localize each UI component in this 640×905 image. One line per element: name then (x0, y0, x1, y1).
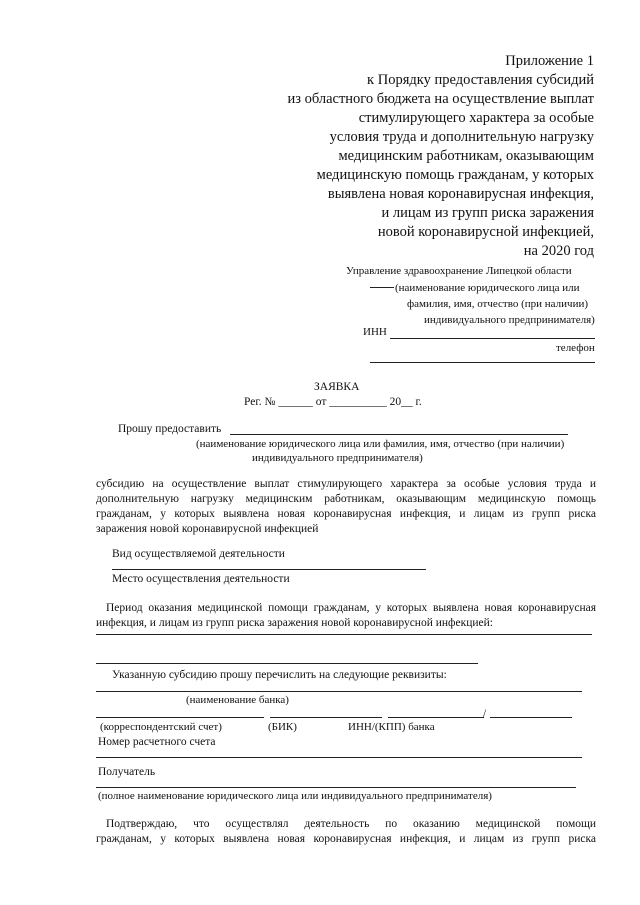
corr-account-field[interactable] (96, 717, 264, 718)
bank-name-field[interactable] (96, 691, 582, 692)
appendix-line-7: медицинскую помощь гражданам, у которых (316, 167, 594, 183)
name-caption-3: индивидуального предпринимателя) (424, 314, 595, 326)
appendix-line-5: условия труда и дополнительную нагрузку (329, 129, 594, 145)
subsidy-line-4: заражения новой коронавирусной инфекцией (96, 523, 319, 535)
request-field[interactable] (230, 434, 568, 435)
inn-kpp-slash: / (483, 708, 487, 720)
name-caption-2: фамилия, имя, отчество (при наличии) (407, 298, 589, 310)
appendix-line-1: Приложение 1 (505, 53, 594, 69)
name-blank-line[interactable] (370, 287, 394, 288)
request-caption-2: индивидуального предпринимателя) (252, 452, 423, 464)
inn-kpp-caption: ИНН/(КПП) банка (348, 721, 435, 733)
bank-caption: (наименование банка) (186, 694, 289, 706)
subsidy-line-3: гражданам, у которых выявлена новая коронавирусная инфекция, и лицам из групп риска (96, 508, 596, 520)
bank-inn-field[interactable] (388, 717, 484, 718)
appendix-line-11: на 2020 год (523, 243, 594, 259)
bank-kpp-field[interactable] (490, 717, 572, 718)
request-label: Прошу предоставить (118, 423, 222, 435)
recipient-caption: (полное наименование юридического лица или индивидуального предпринимателя) (98, 790, 492, 802)
account-field[interactable] (96, 757, 582, 758)
phone-field[interactable] (370, 362, 595, 363)
confirm-line-1: Подтверждаю, что осуществлял деятельность по оказанию медицинской помощи (106, 818, 596, 830)
request-caption-1: (наименование юридического лица или фамилия, имя, отчество (при наличии) (196, 438, 565, 450)
bik-caption: (БИК) (268, 721, 297, 733)
inn-label: ИНН (363, 326, 387, 338)
registration-line: Рег. № ______ от __________ 20__ г. (244, 396, 422, 408)
subsidy-line-1: субсидию на осуществление выплат стимулирующего характера за особые условия труда и (96, 478, 596, 490)
place-label: Место осуществления деятельности (112, 573, 290, 585)
period-field-1[interactable] (96, 634, 592, 635)
name-caption-1: (наименование юридического лица или (395, 282, 580, 294)
recipient-field[interactable] (96, 787, 576, 788)
appendix-line-4: стимулирующего характера за особые (358, 110, 594, 126)
appendix-line-10: новой коронавирусной инфекцией, (377, 224, 594, 240)
application-title: ЗАЯВКА (314, 381, 360, 393)
account-label: Номер расчетного счета (98, 736, 216, 748)
department-name: Управление здравоохранение Липецкой области (346, 265, 572, 277)
recipient-label: Получатель (98, 766, 156, 778)
period-line-2: инфекция, и лицам из групп риска заражения новой коронавирусной инфекцией: (96, 617, 493, 629)
appendix-line-6: медицинским работникам, оказывающим (338, 148, 594, 164)
transfer-label: Указанную субсидию прошу перечислить на следующие реквизиты: (112, 669, 447, 681)
period-line-1: Период оказания медицинской помощи гражданам, у которых выявлена новая коронавирусная (106, 602, 596, 614)
bik-field[interactable] (270, 717, 382, 718)
appendix-line-3: из областного бюджета на осуществление выплат (287, 91, 594, 107)
activity-label: Вид осуществляемой деятельности (112, 548, 285, 560)
appendix-line-8: выявлена новая коронавирусная инфекция, (327, 186, 594, 202)
confirm-line-2: гражданам, у которых выявлена новая коронавирусная инфекция, и лицам из групп риска (96, 833, 596, 845)
phone-label: телефон (556, 342, 595, 354)
appendix-line-9: и лицам из групп риска заражения (381, 205, 594, 221)
activity-field[interactable] (112, 569, 426, 570)
corr-caption: (корреспондентский счет) (100, 721, 222, 733)
subsidy-line-2: дополнительную нагрузку медицинским работникам, оказывающим медицинскую помощь (96, 493, 596, 505)
period-field-2[interactable] (96, 663, 478, 664)
inn-field[interactable] (390, 338, 595, 339)
appendix-line-2: к Порядку предоставления субсидий (367, 72, 594, 88)
